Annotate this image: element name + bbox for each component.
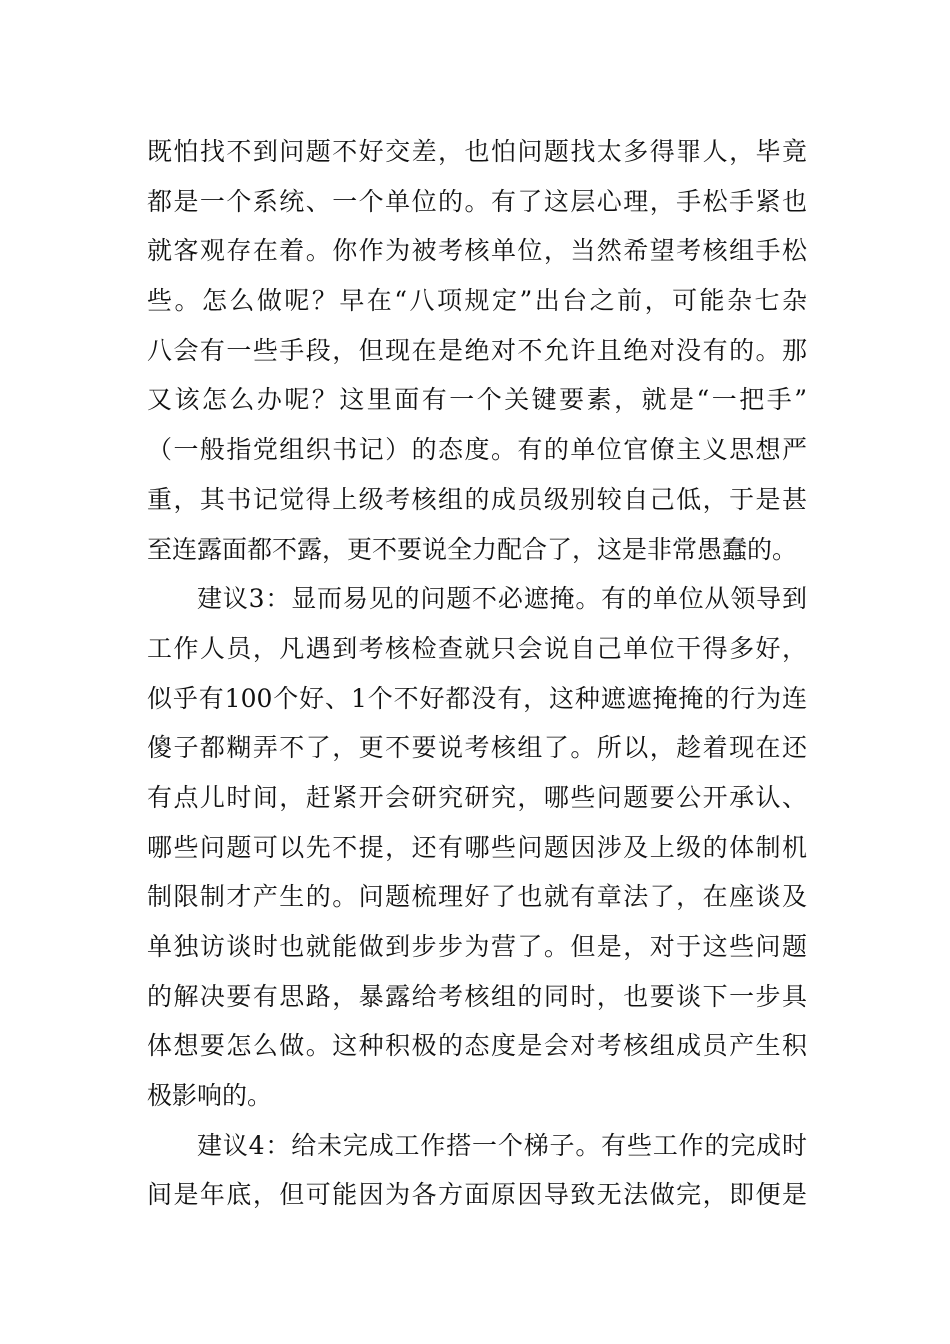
text-line: 哪些问题可以先不提，还有哪些问题因涉及上级的体制机: [147, 832, 807, 862]
text-line: 又该怎么办呢？这里面有一个关键要素，就是“一把手”: [147, 385, 807, 415]
text-line: 八会有一些手段，但现在是绝对不允许且绝对没有的。那: [147, 335, 807, 365]
text-line: 重，其书记觉得上级考核组的成员级别较自己低，于是甚: [147, 484, 807, 514]
text-line: 似乎有100个好、1个不好都没有，这种遮遮掩掩的行为连: [147, 683, 807, 713]
text-line: 间是年底，但可能因为各方面原因导致无法做完，即便是: [147, 1180, 807, 1210]
text-line: 既怕找不到问题不好交差，也怕问题找太多得罪人，毕竟: [147, 137, 807, 166]
text-line: 的解决要有思路，暴露给考核组的同时，也要谈下一步具: [147, 981, 807, 1011]
text-line: 至连露面都不露，更不要说全力配合了，这是非常愚蠢的。: [147, 534, 798, 564]
text-line: 制限制才产生的。问题梳理好了也就有章法了，在座谈及: [147, 882, 807, 912]
text-line: 就客观存在着。你作为被考核单位，当然希望考核组手松: [147, 236, 807, 266]
text-line: 些。怎么做呢？早在“八项规定”出台之前，可能杂七杂: [147, 286, 807, 316]
text-line: 都是一个系统、一个单位的。有了这层心理，手松手紧也: [147, 186, 807, 216]
paragraph-start-line: 建议4：给未完成工作搭一个梯子。有些工作的完成时: [197, 1130, 807, 1160]
text-line: 体想要怎么做。这种积极的态度是会对考核组成员产生积: [147, 1031, 807, 1061]
text-line: （一般指党组织书记）的态度。有的单位官僚主义思想严: [147, 435, 807, 465]
text-line: 有点儿时间，赶紧开会研究研究，哪些问题要公开承认、: [147, 782, 807, 812]
text-line: 傻子都糊弄不了，更不要说考核组了。所以，趁着现在还: [147, 733, 807, 763]
paragraph-start-line: 建议3：显而易见的问题不必遮掩。有的单位从领导到: [197, 584, 807, 614]
text-line: 极影响的。: [147, 1081, 273, 1111]
text-line: 工作人员，凡遇到考核检查就只会说自己单位干得多好，: [147, 633, 807, 663]
text-line: 单独访谈时也就能做到步步为营了。但是，对于这些问题: [147, 932, 807, 961]
body-text: [147, 127, 807, 1220]
